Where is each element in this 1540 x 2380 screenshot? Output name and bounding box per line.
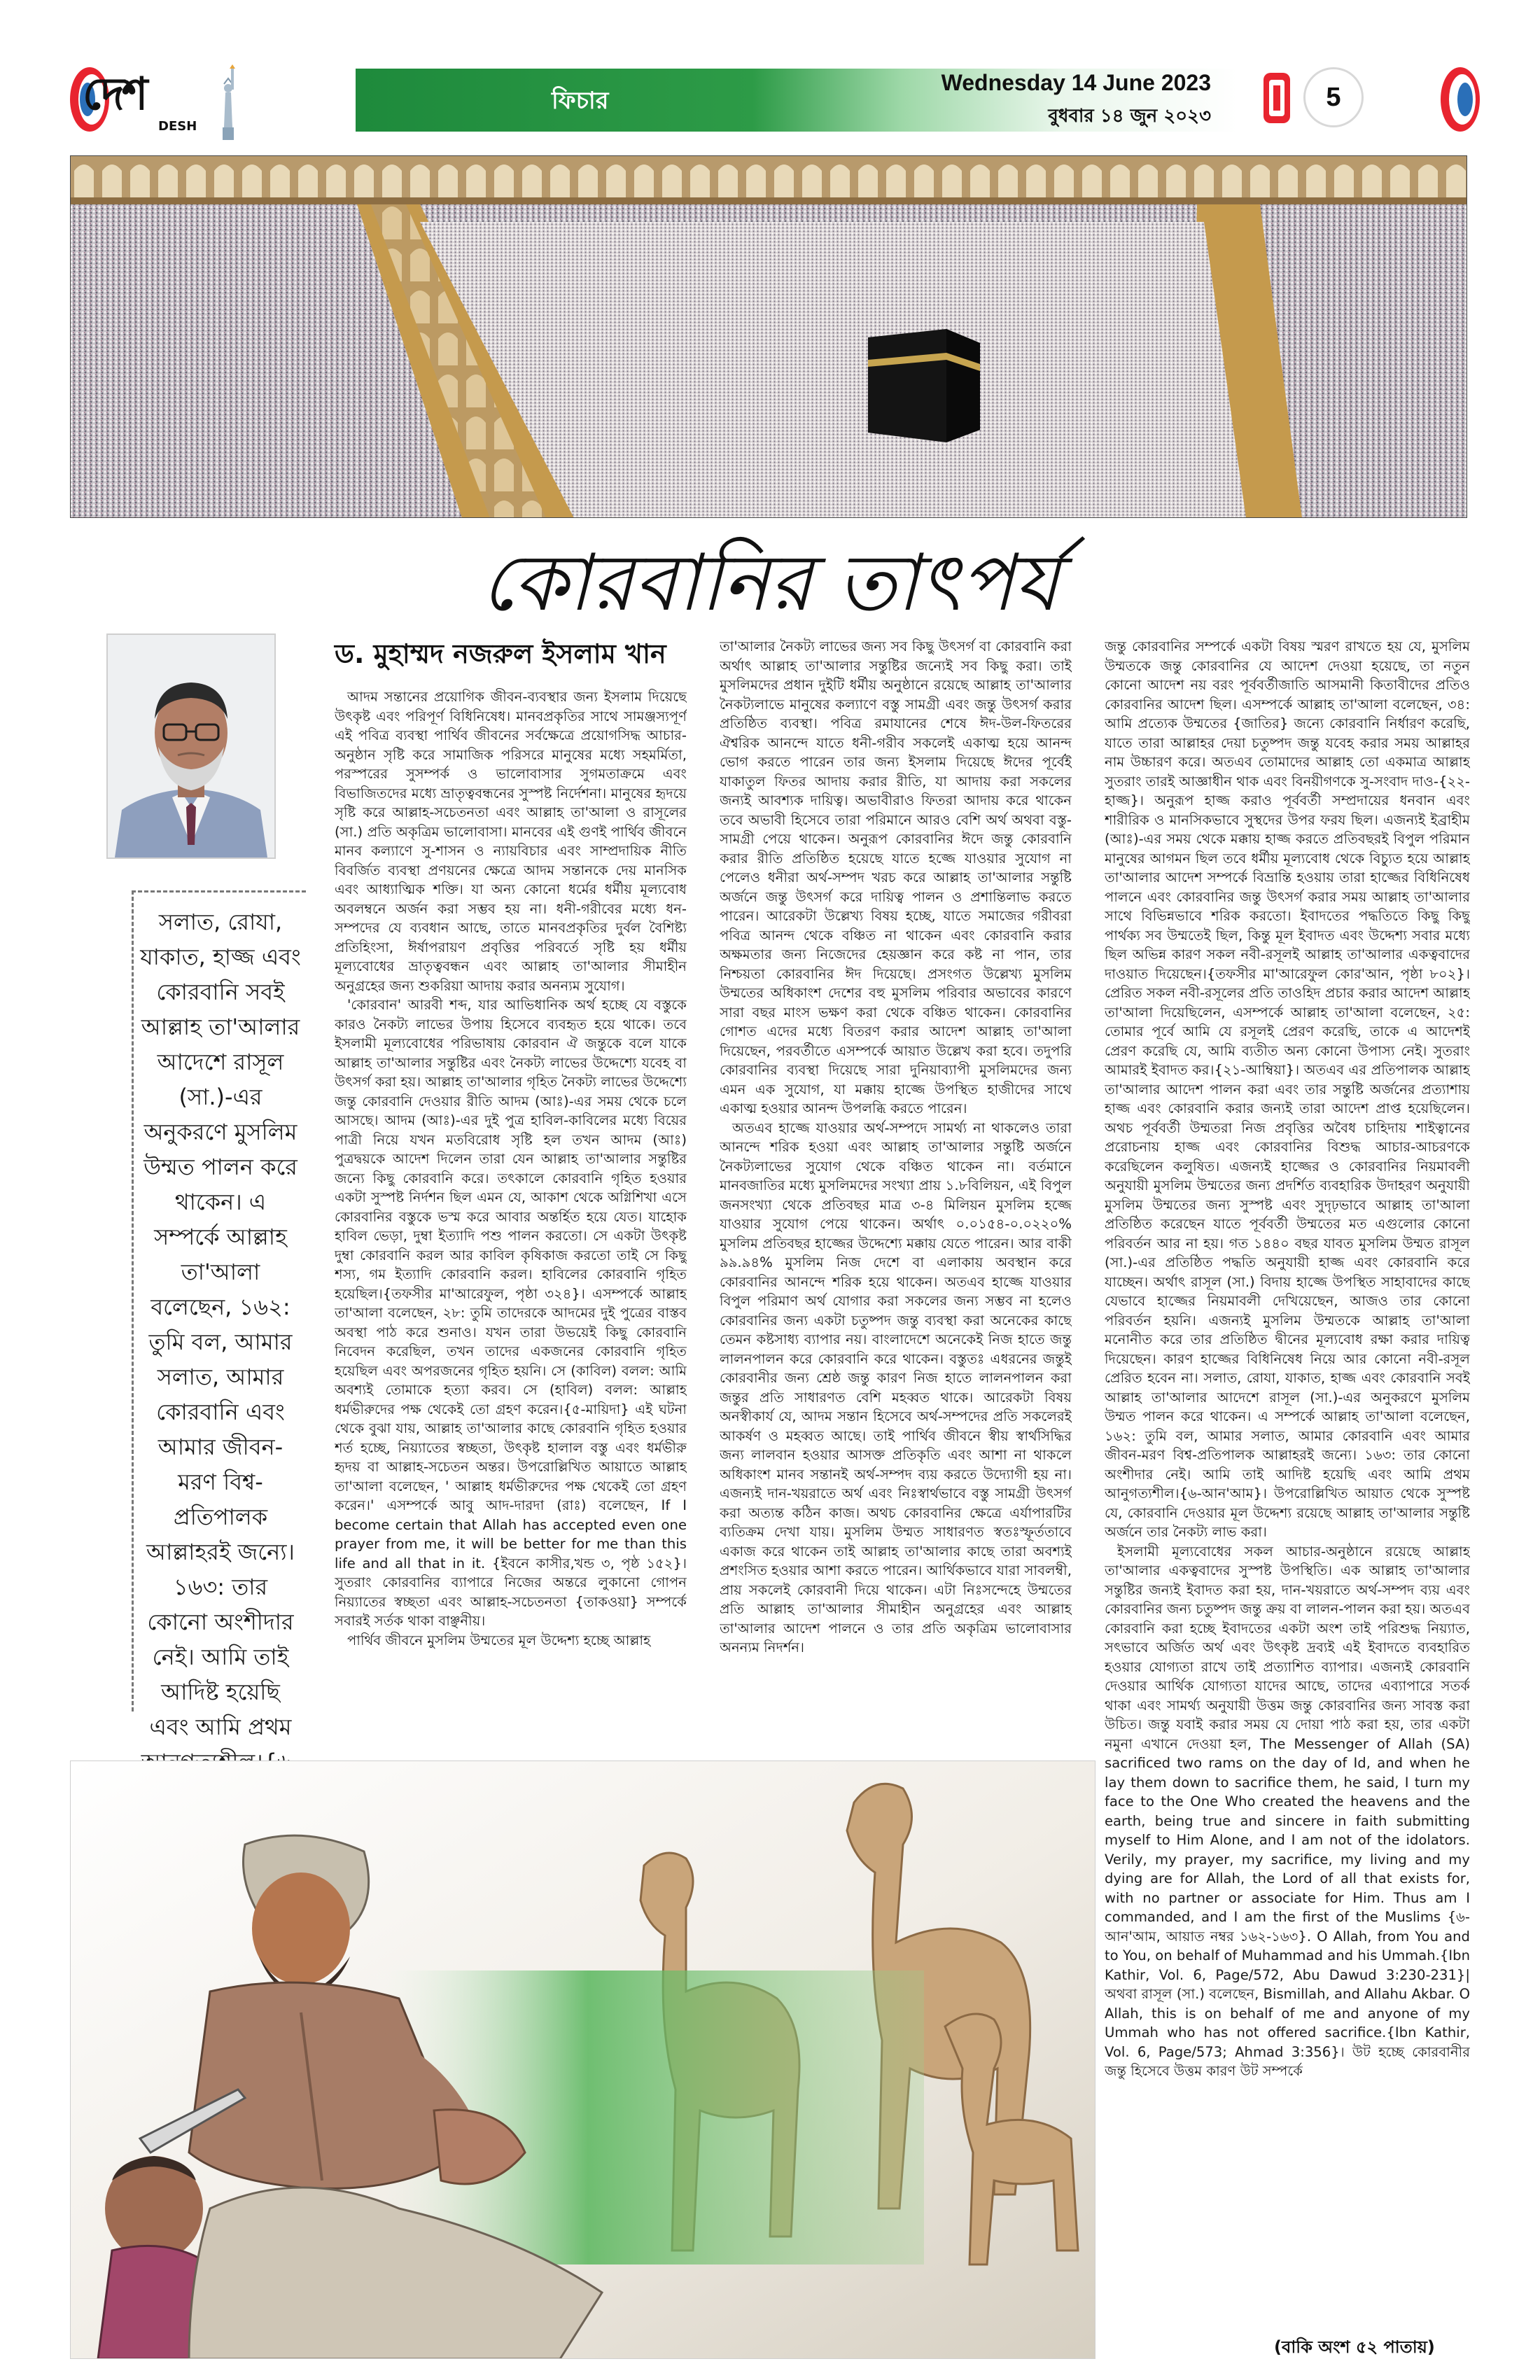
page-marker-icon — [1264, 70, 1290, 126]
date-english: Wednesday 14 June 2023 — [941, 70, 1211, 95]
article-column-2 — [720, 637, 1072, 1751]
page-number: 5 — [1303, 67, 1364, 127]
section-label: ফিচার — [552, 87, 609, 115]
date-bengali: বুধবার ১৪ জুন ২০২৩ — [1048, 106, 1211, 127]
continued-on-page[interactable]: (বাকি অংশ ৫২ পাতায়) — [1274, 2337, 1435, 2357]
article-title: কোরবানির তাৎপর্য — [481, 538, 1059, 629]
paragraph: অতএব হাজ্জে যাওয়ার অর্থ-সম্পদে সামর্থ্য না থাকলেও তারা আনন্দে শরিক হওয়া এবং আল্লাহ তা'আলার সন্তুষ্টি অর্জনে নৈকট্যলাভের সুযোগ থেকে বঞ্চিত থাকেন না। বর্তমানে মানবজাতির মধ্যে মুসলিমদের সংখ্যা প্রায় ১.৮বিলিয়ন, এই বিপুল জনসংখ্যা থেকে প্রতিবছর মাত্র ৩-৪ মিলিয়ন মুসলিম হজ্জে যাওয়ার সুযোগ পেয়ে থাকেন। অর্থাৎ ০.০১৫৪-০.০২২০% মুসলিম প্রতিবছর হাজ্জের উদ্দেশ্যে মক্কায় যেতে পারেন। আর বাকী ৯৯.৯৪% মুসলিম নিজ দেশে বা এলাকায় অবস্থান করে কোরবানির আনন্দে শরিক হয়ে থাকেন। অতএব হাজ্জে যাওয়ার বিপুল পরিমাণ অর্থ যোগার করা সকলের জন্য সম্ভব না হলেও কোরবানির জন্য একটা চতুষ্পদ জন্তু ব্যবস্থা করা অনেকের কাছে তেমন কষ্টসাধ্য ব্যাপার নয়। বাংলাদেশে অনেকেই নিজ হাতে জন্তু লালনপালন করে কোরবানি করে থাকেন। বস্তুতঃ এধরনের জন্তুই কোরবানীর জন্য শ্রেষ্ঠ জন্তু কারণ নিজ হাতে লালনপালন করা জন্তুর প্রতি সাধারণত বেশি মহব্বত থাকে। আরেকটা বিষয় অনস্বীকার্য যে, আদম সন্তান হিসেবে অর্থ-সম্পদের প্রতি সকলেরই আকর্ষণ ও মহব্বত আছে। তাই পার্থিব জীবনে স্বীয় স্বার্থসিদ্ধির জন্য লালবান হওয়ার আসক্ত প্রতিকৃতি এবং আশা না থাকলে অধিকাংশ মানব সন্তানই অর্থ-সম্পদ ব্যয় করতে উদ্যোগী হয় না। এজন্যই দান-খয়রাতে অর্থ এবং নিঃস্বার্থভাবে বস্তু সামগ্রী উৎসর্গ করা অত্যন্ত কঠিন কাজ। অথচ কোরবানির ক্ষেত্রে এর্যাপারটির ব্যতিক্রম দেখা যায়। মুসলিম উম্মত সাধারণত স্বতঃস্ফূর্ততাবে একাজ করে থাকেন তাই আল্লাহ তা'আলার কাছে তারা অবশ্যই প্রশংসিত হওয়ার আশা করতে পারেন। আর্থিকভাবে যারা সাবলম্বী, প্রায় সকলেই কোরবানী দিয়ে থাকেন। এটা নিঃসন্দেহে উম্মতের প্রতি আল্লাহ তা'আলার সীমাহীন অনুগ্রহের এবং আল্লাহ তা'আলার আদেশ পালনে ও তার প্রতি অকৃত্রিম ভালোবাসার অনন্যম নিদর্শন। — [720, 1119, 1072, 1656]
author-byline: ড. মুহাম্মদ নজরুল ইসলাম খান — [335, 638, 666, 669]
paragraph: পার্থিব জীবনে মুসলিম উম্মতের মূল উদ্দেশ্য হচ্ছে আল্লাহ — [347, 1632, 651, 1648]
right-header-ornament — [1441, 67, 1480, 132]
paragraph: আদম সন্তানের প্রয়োগিক জীবন-ব্যবস্থার জন্য ইসলাম দিয়েছে উৎকৃষ্ট এবং পরিপূর্ণ বিধিনিষেধ। মানবপ্রকৃতির সাথে সামঞ্জস্যপূর্ণ এই পবিত্র ব্যবস্থা পার্থিব জীবনের সর্বক্ষেত্রে প্রয়োগসিদ্ধ আচার-অনুষ্ঠান সৃষ্টি করে সামাজিক পরিসরে মানুষের মধ্যে সহমর্মিতা, পরস্পরের সুসম্পর্ক ও ভালোবাসার সুগমতাক্রমে এবং বিভাজিতদের মধ্যে ভ্রাতৃত্ববন্ধনের সুস্পষ্ট নির্দেশনা। মানুষের হৃদয়ে সৃষ্টি করে আল্লাহ-সচেতনতা এবং আল্লাহ তা'আলা ও রাসূলের (সা.) প্রতি অকৃত্রিম ভালোবাসা। মানবের এই গুণই পার্থিব জীবনে মানব কল্যাণে সু-শাসন ও ন্যায়বিচার এবং সাম্প্রদায়িক নীতি বিবর্জিত ব্যবস্থা প্রণয়নের ক্ষেত্রে আদম সন্তানকে দেয় মানসিক এবং আধ্যাত্মিক শক্তি। যা অন্য কোনো ধর্মের ধর্মীয় মূল্যবোধ অবলম্বনে অর্জন করা সম্ভব হয় না। ধনী-গরীবের মধ্যে ধন-সম্পদের যে ব্যবধান আছে, তাতে মানবপ্রকৃতির দুর্বল বৈশিষ্ট্য প্রতিহিংসা, ঈর্ষাপরায়ণ প্রবৃত্তির পরিবর্তে সৃষ্টি হয় ধর্মীয় মূল্যবোধের ভ্রাতৃত্ববন্ধন এবং আল্লাহ তা'আলার সীমাহীন অনুগ্রহের জন্য শুকরিয়া আদায় করার অনন্যম সুযোগ। — [335, 689, 687, 994]
paragraph: তা'আলার নৈকট্য লাভের জন্য সব কিছু উৎসর্গ বা কোরবানি করা অর্থাৎ আল্লাহ তা'আলার সন্তুষ্টির জন্যেই সব কিছু করা। তাই মুসলিমদের প্রধান দুইটি ধর্মীয় অনুষ্ঠানে রয়েছে আল্লাহ তা'আলার নৈকট্যলাভে মানুষের কল্যাণে বস্তু সামগ্রী এবং জন্তু উৎসর্গ করার প্রতিষ্ঠিত ব্যবস্থা। পবিত্র রমাযানের শেষে ঈদ-উল-ফিতরের ঐশ্বরিক আনন্দে যাতে ধনী-গরীব সকলেই একাত্ম হয়ে আনন্দ ভোগ করতে পারেন তার জন্য ইসলাম দিয়েছে ঈদের পূর্বেই যাকাতুল ফিতর আদায় করার রীতি, যা আদায় করা সকলের জন্যই আবশ্যক দায়িত্ব। অভাবীরাও ফিতরা আদায় করে থাকেন তবে অভাবী হিসেবে তারা পরিমানে আরও বেশি অর্থ অথবা বস্তু-সামগ্রী পেয়ে থাকেন। অনুরূপ কোরবানির ঈদে জন্তু কোরবানি করার রীতি প্রতিষ্ঠিত হয়েছে যাতে হজ্জে যাওয়ার সুযোগ না পেলেও ধনীরা অর্থ-সম্পদ খরচ করে আল্লাহ তা'আলার সন্তুষ্টি অর্জনে জন্তু উৎসর্গ করে দায়িত্ব পালন ও প্রশান্তিলাভ করতে পারেন। আরেকটা উল্লেখ্য বিষয় হচ্ছে, যাতে সমাজের গরীবরা পবিত্র আনন্দ থেকে বঞ্চিত না থাকেন এবং কোরবানি করার অক্ষমতার জন্য নিজেদের হেয়জ্ঞান করে কষ্ট না পান, তার নিশ্চয়তা কোরবানির ঈদ দিয়েছে। প্রসংগত উল্লেখ্য মুসলিম উম্মতের অধিকাংশ দেশের বহু মুসলিম পরিবার অভাবের কারণে সারা বছর মাংস ভক্ষণ করা থেকে বঞ্চিত থাকেন। কোরবানির গোশত এদের মধ্যে বিতরণ করার আদেশ আল্লাহ তা'আলা দিয়েছেন, পরবর্তীতে এসম্পর্কে আয়াত উল্লেখ করা হবে। তদুপরি কোরবানির ব্যবস্থা দিয়েছে সারা দুনিয়াব্যাপী মুসলিমদের জন্য এমন এক সুযোগ, যা মক্কায় হাজ্জে উপস্থিত হাজীদের সাথে একাত্ম হওয়ার আনন্দ উপলব্ধি করতে পারেন। — [720, 638, 1072, 1116]
logo-subtitle: DESH — [158, 119, 197, 134]
kaaba-crowd-photo — [70, 155, 1467, 518]
article-column-1 — [335, 687, 687, 1751]
paragraph: জন্তু কোরবানির সম্পর্কে একটা বিষয় স্মরণ রাখতে হয় যে, মুসলিম উম্মতকে জন্তু কোরবানির যে আদেশ দেওয়া হয়েছে, তা নতুন কোনো আদেশ নয় বরং পূর্ববর্তীজাতি আসমানী কিতাবীদের প্রতিও কোরবানির আদেশ ছিল। এসম্পর্কে আল্লাহ তা'আলা বলেছেন, ৩৪: আমি প্রত্যেক উম্মতের {জাতির} জন্যে কোরবানি নির্ধারণ করেছি, যাতে তারা আল্লাহর দেয়া চতুষ্পদ জন্তু যবেহ করার সময় আল্লাহর নাম উচ্চারণ করে। অতএব তোমাদের আল্লাহ তো একমাত্র আল্লাহ সুতরাং তারই আজ্ঞাধীন থাক এবং বিনয়ীগণকে সু-সংবাদ দাও-{২২-হাজ্জ}। অনুরূপ হাজ্জ করাও পূর্ববর্তী সম্প্রদায়ের ধনবান এবং শারীরিক ও মানসিকভাবে সুস্থদের উপর ফরয ছিল। এজন্যই ইব্রাহীম (আঃ)-এর সময় থেকে মক্কায় হাজ্জ করতে প্রতিবছরই বিপুল পরিমান মানুষের আগমন ছিল তবে ধর্মীয় মূল্যবোধ থেকে বিচ্যুত হয়ে আল্লাহ তা'আলার আদেশ সম্পর্কে বিভ্রান্তি হওয়ায় তারা হাজ্জের বিধিনিষেধ পালনে এবং কোরবানির জন্তু উৎসর্গ করার সময় আল্লাহ তা'আলার সাথে বিভিন্নভাবে শরিক করতো। ইবাদতের পদ্ধতিতে কিছু কিছু পার্থক্য সব উম্মতেই ছিল, কিন্তু মূল ইবাদত এবং উদ্দেশ্য সবার মধ্যে ছিল অভিন্ন কারণ সকল নবী-রসূলই আল্লাহ তা'আলার একত্ববাদের দাওয়াত দিয়েছেন।{তফসীর মা'আরেফুল কোর'আন, পৃষ্ঠা ৮০২}। প্রেরিত সকল নবী-রসূলের প্রতি তাওহিদ প্রচার করার আদেশ আল্লাহ তা'আলা দিয়েছিলেন, এসম্পর্কে আল্লাহ তা'আলা বলেছেন, ২৫: তোমার পূর্বে আমি যে রসূলই প্রেরণ করেছি, তাকে এ আদেশই প্রেরণ করেছি যে, আমি ব্যতীত অন্য কোনো উপাস্য নেই। সুতরাং আমারই ইবাদত কর।{২১-আম্বিয়া}। অতএব এর প্রতিপালক আল্লাহ তা'আলার আদেশ পালন করা এবং তার সন্তুষ্টি অর্জনের প্রত্যাশায় হাজ্জ এবং কোরবানি করার জন্যই তারা আদেশ প্রাপ্ত হয়েছিলেন। অথচ পূর্ববর্তী উম্মতরা নিজ প্রবৃত্তির অবৈধ চাহিদায় শাইত্বানের প্ররোচনায় হাজ্জ এবং কোরবানির বিশুদ্ধ আচার-আচরণকে করেছিলেন কলুষিত। এজন্যই হাজ্জের ও কোরবানির নিয়মাবলী অনুযায়ী মুসলিম উম্মতের জন্য প্রদর্শিত ব্যবহারিক উদাহরণ অনুযায়ী মুসলিম উম্মতের জন্য সুস্পষ্ট এবং সুদৃঢ়ভাবে আল্লাহ তা'আলা প্রতিষ্ঠিত করেছেন যাতে পূর্ববর্তী উম্মতের মত এগুলোর কোনো পরিবর্তন আর না হয়। গত ১৪৪০ বছর যাবত মুসলিম উম্মত রাসূল (সা.)-এর প্রতিষ্ঠিত পদ্ধতি অনুযায়ী হাজ্জ এবং কোরবানি করে যাচ্ছেন। অর্থাৎ রাসূল (সা.) বিদায় হাজ্জে উপস্থিত সাহাবাদের কাছে যেভাবে হাজ্জের নিয়মাবলী দেখিয়েছেন, আজও তার কোনো পরিবর্তন হয়নি। এজন্যই মুসলিম উম্মতকে আল্লাহ তা'আলা মনোনীত করে তার প্রতিষ্ঠিত দ্বীনের মূল্যবোধ রক্ষা করার দায়িত্ব দিয়েছেন। কারণ হাজ্জের বিধিনিষেধ নিয়ে আর কোনো নবী-রসূল প্রেরিত হবেন না। সলাত, রোযা, যাকাত, হাজ্জ এবং কোরবানি সবই আল্লাহ তা'আলার আদেশে রাসূল (সা.)-এর অনুকরণে মুসলিম উম্মত পালন করে থাকেন। এ সম্পর্কে আল্লাহ তা'আলা বলেছেন, ১৬২: তুমি বল, আমার সলাত, আমার কোরবানি এবং আমার জীবন-মরণ বিশ্ব-প্রতিপালক আল্লাহরই জন্যে। ১৬৩: তার কোনো অংশীদার নেই। আমি তাই আদিষ্ট হয়েছি এবং আমি প্রথম আনুগত্যশীল।{৬-আন'আম}। উপরোল্লিখিত আয়াত থেকে সুস্পষ্ট যে, কোরবানি দেওয়ার মূল উদ্দেশ্য রয়েছে আল্লাহ তা'আলার সন্তুষ্টি অর্জনে তার নৈকট্য লাভ করা। — [1105, 638, 1470, 1540]
pull-quote: সলাত, রোযা, যাকাত, হাজ্জ এবং কোরবানি সবই আল্লাহ তা'আলার আদেশে রাসূল (সা.)-এর অনুকরণে মুসলিম উম্মত পালন করে থাকেন। এ সম্পর্কে আল্লাহ তা'আলা বলেছেন, ১৬২: তুমি বল, আমার সলাত, আমার কোরবানি এবং আমার জীবন-মরণ বিশ্ব-প্রতিপালক আল্লাহরই জন্যে। ১৬৩: তার কোনো অংশীদার নেই। আমি তাই আদিষ্ট হয়েছি এবং আমি প্রথম — [140, 909, 301, 1740]
article-column-3 — [1105, 637, 1470, 2331]
paragraph: 'কোরবান' আরবী শব্দ, যার আভিধানিক অর্থ হচ্ছে যে বস্তুকে কারও নৈকট্য লাভের উপায় হিসেবে ব্যবহৃত হয়ে থাকে। তবে ইসলামী মূল্যবোধের পরিভাষায় কোরবান ঐ জন্তুকে বলে যাকে আল্লাহ তা'আলার সন্তুষ্টির এবং নৈকট্য লাভের উদ্দেশ্যে যবেহ বা উৎসর্গ করা হয়। আল্লাহ তা'আলার গৃহিত নৈকট্য লাভের উদ্দেশ্যে জন্তু কোরবানি দেওয়ার রীতি আদম (আঃ)-এর সময় থেকে চলে আসছে। আদম (আঃ)-এর দুই পুত্র হাবিল-কাবিলের মধ্যে বিয়ের পাত্রী নিয়ে যখন মতবিরোধ সৃষ্টি হল তখন আদম (আঃ) পুত্রদ্বয়কে আদেশ দিলেন তারা যেন আল্লাহ তা'আলার সন্তুষ্টির জন্যে কিছু কোরবানি করে। তৎকালে কোরবানি গৃহিত হওয়ার একটা সুস্পষ্ট নির্দশন ছিল এমন যে, আকাশ থেকে অগ্নিশিখা এসে কোরবানির বস্তুকে ভস্ম করে আবার অন্তর্হিত হয়ে যেত। যাহোক হাবিল ভেড়া, দুম্বা ইত্যাদি পশু পালন করতো। সে একটা উৎকৃষ্ট দুম্বা কোরবানি করল আর কাবিল কৃষিকাজ করতো তাই সে কিছু শস্য, গম ইত্যাদি কোরবানি করল। হাবিলের কোরবানি গৃহিত হয়েছিল।{তফসীর মা'আরেফুল, পৃষ্ঠা ৩২৪}। এসম্পর্কে আল্লাহ তা'আলা বলেছেন, ২৮: তুমি তাদেরকে আদমের দুই পুত্রের বাস্তব অবস্থা পাঠ করে শুনাও। যখন তারা উভয়েই কিছু কোরবানি নিবেদন করেছিল, তখন তাদের একজনের কোরবানি গৃহিত হয়েছিল এবং অপরজনের গৃহিত হয়নি। সে (কাবিল) বলল: আমি অবশ্যই তোমাকে হত্যা করব। সে (হাবিল) বলল: আল্লাহ ধর্মভীরুদের পক্ষ থেকেই তো গ্রহণ করেন।{৫-মায়িদা} এই ঘটনা থেকে বুঝা যায়, আল্লাহ তা'আলার কাছে কোরবানি গৃহিত হওয়ার শর্ত হচ্ছে, নিয়্যাতের স্বচ্ছতা, উৎকৃষ্ট হালাল বস্তু এবং ধর্মভীরু হৃদয় বা আল্লাহ-সচেতন অন্তর। উপরোল্লিখিত আয়াতে আল্লাহ তা'আলা বলেছেন, ' আল্লাহ ধর্মভীরুদের পক্ষ থেকেই তো গ্রহণ করেন।' এসম্পর্কে আবু আদ-দারদা (রাঃ) বলেছেন, If I become certain that Allah has accepted even one prayer from me, it will be better for me than this life and all that in it. {ইবনে কাসীর,খন্ড ৩, পৃষ্ঠ ১৫২}। সুতরাং কোরবানির ব্যাপারে নিজের অন্তরে লুকানো গোপন নিয়্যাতের স্বচ্ছতা এবং আল্লাহ-সচেতনতা {তাকওয়া} সম্পর্কে সবারই সর্তক থাকা বাঞ্ছনীয়। — [335, 997, 687, 1629]
newspaper-logo[interactable] — [83, 64, 197, 141]
author-photo — [106, 634, 276, 859]
logo-wordmark: দেশ — [83, 69, 146, 120]
paragraph: ইসলামী মূল্যবোধের সকল আচার-অনুষ্ঠানে রয়েছে আল্লাহ তা'আলার একত্ববাদের সুস্পষ্ট উপস্থিতি। এক আল্লাহ তা'আলার সন্তুষ্টির জন্যই ইবাদত করা হয়, দান-খয়রাতে অর্থ-সম্পদ ব্যয় এবং কোরবানির জন্য চতুষ্পদ জন্তু ক্রয় বা লালন-পালন করা হয়। অতএব কোরবানি করা হচ্ছে ইবাদতের একটা অংশ তাই পরিশুদ্ধ নিয়্যাত, সৎভাবে অর্জিত অর্থ এবং উৎকৃষ্ট দ্রব্যই এই ইবাদতে ব্যবহারিত হওয়ার যোগ্যতা রাখে তাই প্রত্যাশিত ব্যাপার। এজন্যই কোরবানি দেওয়ার আর্থিক যোগ্যতা যাদের আছে, তাদের এব্যাপারে সতর্ক থাকা এবং সামর্থ্য অনুযায়ী উত্তম জন্তু কোরবানির জন্য সাবস্ত করা উচিত। জন্তু যবাই করার সময় যে দোয়া পাঠ করা হয়, তার একটা নমুনা এখানে দেওয়া হল, The Messenger of Allah (SA) sacrificed two rams on the day of Id, and when he lay them down to sacrifice them, he said, I turn my face to the One Who created the heavens and the earth, being true and sincere in faith submitting myself to Him Alone, and I am not of the idolators. Verily, my prayer, my sacrifice, my living and my dying are for Allah, the Lord of all that exists for, with no partner or associate for Him. Thus am I commanded, and I am the first of the Muslims {৬-আন'আম, আয়াত নম্বর ১৬২-১৬৩}. O Allah, from You and to You, on behalf of Muhammad and his Ummah.{Ibn Kathir, Vol. 6, Page/572, Abu Dawud 3:230-231}| অথবা রাসূল (সা.) বলেছেন, Bismillah, and Allahu Akbar. O Allah, this is on behalf of me and anyone of my Ummah who has not offered sacrifice.{Ibn Kathir, Vol. 6, Page/573; Ahmad 3:356}। উট হচ্ছে কোরবানীর জন্তু হিসেবে উত্তম কারণ উট সম্পর্কে — [1105, 1543, 1470, 2079]
kaaba — [868, 329, 980, 442]
sacrifice-illustration — [70, 1760, 1096, 2359]
liberty-statue-icon — [210, 64, 245, 141]
